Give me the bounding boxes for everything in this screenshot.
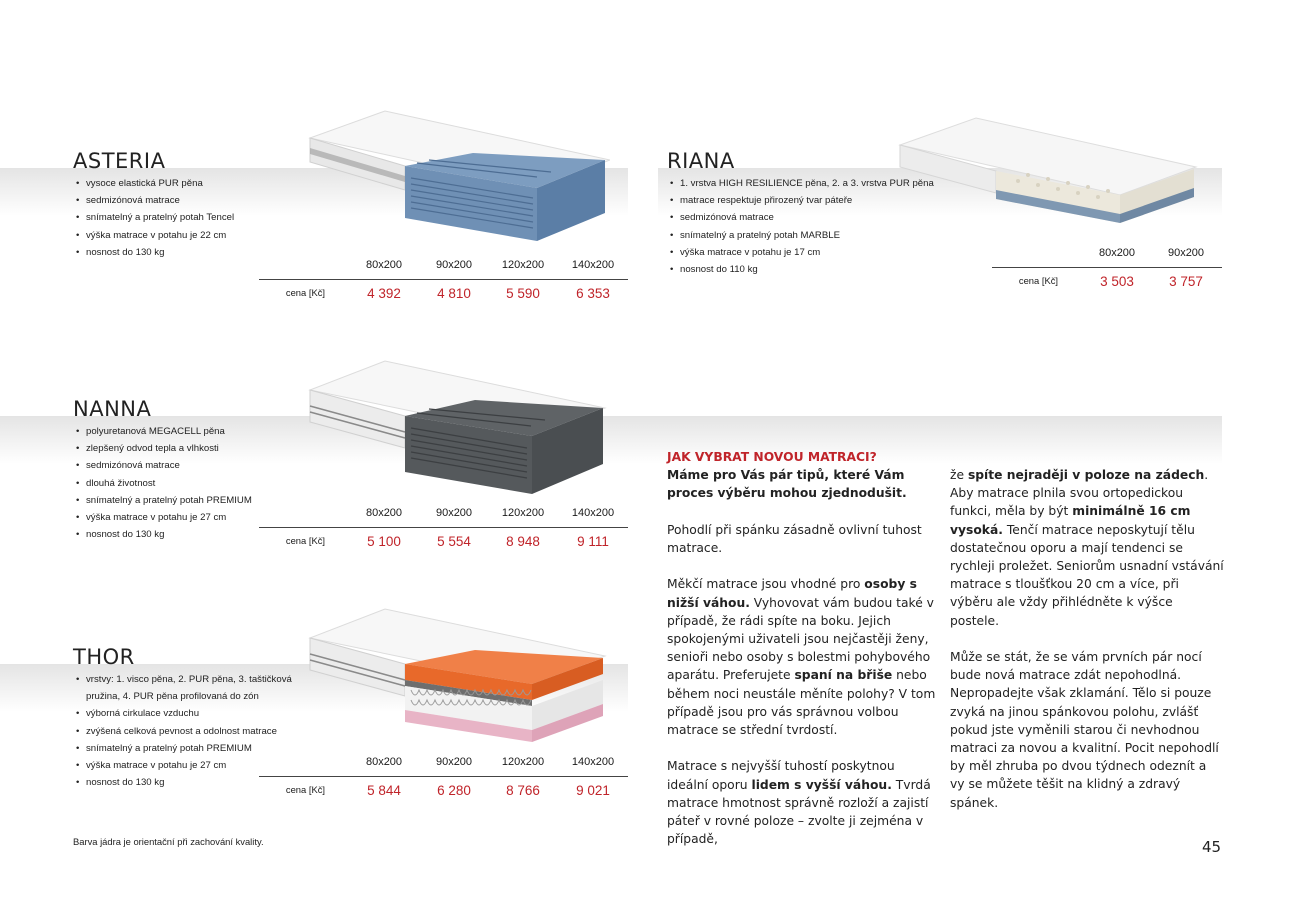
price-value: 6 353: [576, 286, 610, 301]
feature-item: • nosnost do 130 kg: [74, 774, 314, 791]
article-paragraph: Může se stát, že se vám prvních pár nocí bude nová matrace zdát nepohodlná. Nepropadejte však zklamání. Tělo si pouze zvyká na jinou spánkovou polohu, zvlášť pokud jste vyměnili starou či nevhodnou matraci za novou a kvalitní. Pocit nepohodlí by měl zhruba po dvou týdnech odeznít a vy se můžete těšit na klidný a zdravý spánek.: [950, 650, 1219, 810]
thor-mattress-image: [305, 606, 610, 746]
size-header: 90x200: [435, 259, 473, 271]
price-value: 3 757: [1169, 274, 1203, 289]
article-heading: JAK VYBRAT NOVOU MATRACI?: [667, 450, 877, 464]
asteria-mattress-image: [305, 108, 610, 243]
asteria-price-table: [259, 259, 628, 309]
article-column-left: [667, 448, 939, 867]
price-value: 4 392: [367, 286, 401, 301]
asteria-feature-list: [74, 175, 304, 261]
footnote: Barva jádra je orientační při zachování kvality.: [73, 836, 264, 847]
thor-title: THOR: [73, 645, 135, 669]
price-value: 4 810: [437, 286, 471, 301]
price-label: cena [Kč]: [1018, 275, 1058, 286]
price-label: cena [Kč]: [285, 784, 325, 795]
feature-item: • matrace respektuje přirozený tvar páteře: [668, 192, 958, 209]
article-intro: Máme pro Vás pár tipů, které Vám proces výběru mohou zjednodušit.: [667, 468, 907, 501]
nanna-price-table: [259, 507, 628, 557]
nanna-mattress-image: [305, 358, 610, 498]
size-header: 140x200: [571, 756, 615, 768]
feature-item: • nosnost do 130 kg: [74, 526, 304, 543]
table-divider: [992, 267, 1222, 268]
price-value: 8 766: [506, 783, 540, 798]
price-value: 8 948: [506, 534, 540, 549]
feature-item: • snímatelný a pratelný potah PREMIUM: [74, 492, 304, 509]
price-value: 9 111: [577, 534, 609, 549]
article-paragraph: Matrace s nejvyšší tuhostí poskytnou ideální oporu lidem s vyšší váhou. Tvrdá matrace hmotnost správně rozloží a zajistí páteř v rovné poloze – zvolte ji zejména v případě,: [667, 759, 931, 847]
table-divider: [259, 776, 628, 777]
size-header: 80x200: [365, 756, 403, 768]
feature-item: • dlouhá životnost: [74, 475, 304, 492]
size-header: 90x200: [435, 507, 473, 519]
table-divider: [259, 527, 628, 528]
size-header: 90x200: [1167, 247, 1205, 259]
article-column-right: [950, 466, 1224, 830]
feature-item: • zlepšený odvod tepla a vlhkosti: [74, 440, 304, 457]
price-value: 9 021: [576, 783, 610, 798]
feature-item: • sedmizónová matrace: [74, 457, 304, 474]
size-header: 80x200: [365, 507, 403, 519]
price-label: cena [Kč]: [285, 287, 325, 298]
feature-item: • sedmizónová matrace: [668, 209, 958, 226]
feature-item: • snímatelný a pratelný potah MARBLE: [668, 227, 958, 244]
price-value: 5 590: [506, 286, 540, 301]
size-header: 80x200: [1098, 247, 1136, 259]
price-value: 5 554: [437, 534, 471, 549]
feature-item: • snímatelný a pratelný potah Tencel: [74, 209, 304, 226]
feature-item: • vysoce elastická PUR pěna: [74, 175, 304, 192]
size-header: 80x200: [365, 259, 403, 271]
thor-price-table: [259, 756, 628, 806]
asteria-title: ASTERIA: [73, 149, 166, 173]
riana-feature-list: [668, 175, 958, 278]
size-header: 120x200: [501, 756, 545, 768]
size-header: 120x200: [501, 507, 545, 519]
price-value: 3 503: [1100, 274, 1134, 289]
feature-item: • 1. vrstva HIGH RESILIENCE pěna, 2. a 3. vrstva PUR pěna: [668, 175, 958, 192]
size-header: 90x200: [435, 756, 473, 768]
feature-item: • vrstvy: 1. visco pěna, 2. PUR pěna, 3. taštičková pružina, 4. PUR pěna profilovaná do zón: [74, 671, 314, 705]
feature-item: • výška matrace v potahu je 22 cm: [74, 227, 304, 244]
nanna-title: NANNA: [73, 397, 152, 421]
feature-item: • polyuretanová MEGACELL pěna: [74, 423, 304, 440]
size-header: 120x200: [501, 259, 545, 271]
feature-item: • výborná cirkulace vzduchu: [74, 705, 314, 722]
article-paragraph: že spíte nejraději v poloze na zádech. Aby matrace plnila svou ortopedickou funkci, měla by být minimálně 16 cm vysoká. Tenčí matrace neposkytují tělu dostatečnou oporu a mají tendenci se rychleji proležet. Seniorům usnadní vstávání matrace s tloušťkou 20 cm a více, při výběru ale vždy přihlédněte k výšce postele.: [950, 468, 1224, 628]
price-label: cena [Kč]: [285, 535, 325, 546]
feature-item: • nosnost do 110 kg: [668, 261, 958, 278]
article-paragraph: Pohodlí při spánku zásadně ovlivní tuhost matrace.: [667, 522, 922, 555]
feature-item: • snímatelný a pratelný potah PREMIUM: [74, 740, 314, 757]
riana-title: RIANA: [667, 149, 735, 173]
price-value: 5 100: [367, 534, 401, 549]
size-header: 140x200: [571, 507, 615, 519]
feature-item: • výška matrace v potahu je 27 cm: [74, 509, 304, 526]
price-value: 5 844: [367, 783, 401, 798]
size-header: 140x200: [571, 259, 615, 271]
feature-item: • zvýšená celková pevnost a odolnost matrace: [74, 723, 314, 740]
article-paragraph: Měkčí matrace jsou vhodné pro osoby s nižší váhou. Vyhovovat vám budou také v případě, že rádi spíte na boku. Jejich spokojenými uživateli jsou nejčastěji ženy, senioři nebo osoby s bolestmi pohybového aparátu. Preferujete spaní na břiše nebo během noci neustále měníte polohy? V tom případě jsou pro vás správnou volbou matrace se střední tvrdostí.: [667, 577, 936, 738]
riana-price-table: [992, 247, 1222, 297]
feature-item: • sedmizónová matrace: [74, 192, 304, 209]
feature-item: • výška matrace v potahu je 27 cm: [74, 757, 314, 774]
page-number: 45: [1202, 838, 1222, 856]
table-divider: [259, 279, 628, 280]
price-value: 6 280: [437, 783, 471, 798]
feature-item: • nosnost do 130 kg: [74, 244, 304, 261]
feature-item: • výška matrace v potahu je 17 cm: [668, 244, 958, 261]
